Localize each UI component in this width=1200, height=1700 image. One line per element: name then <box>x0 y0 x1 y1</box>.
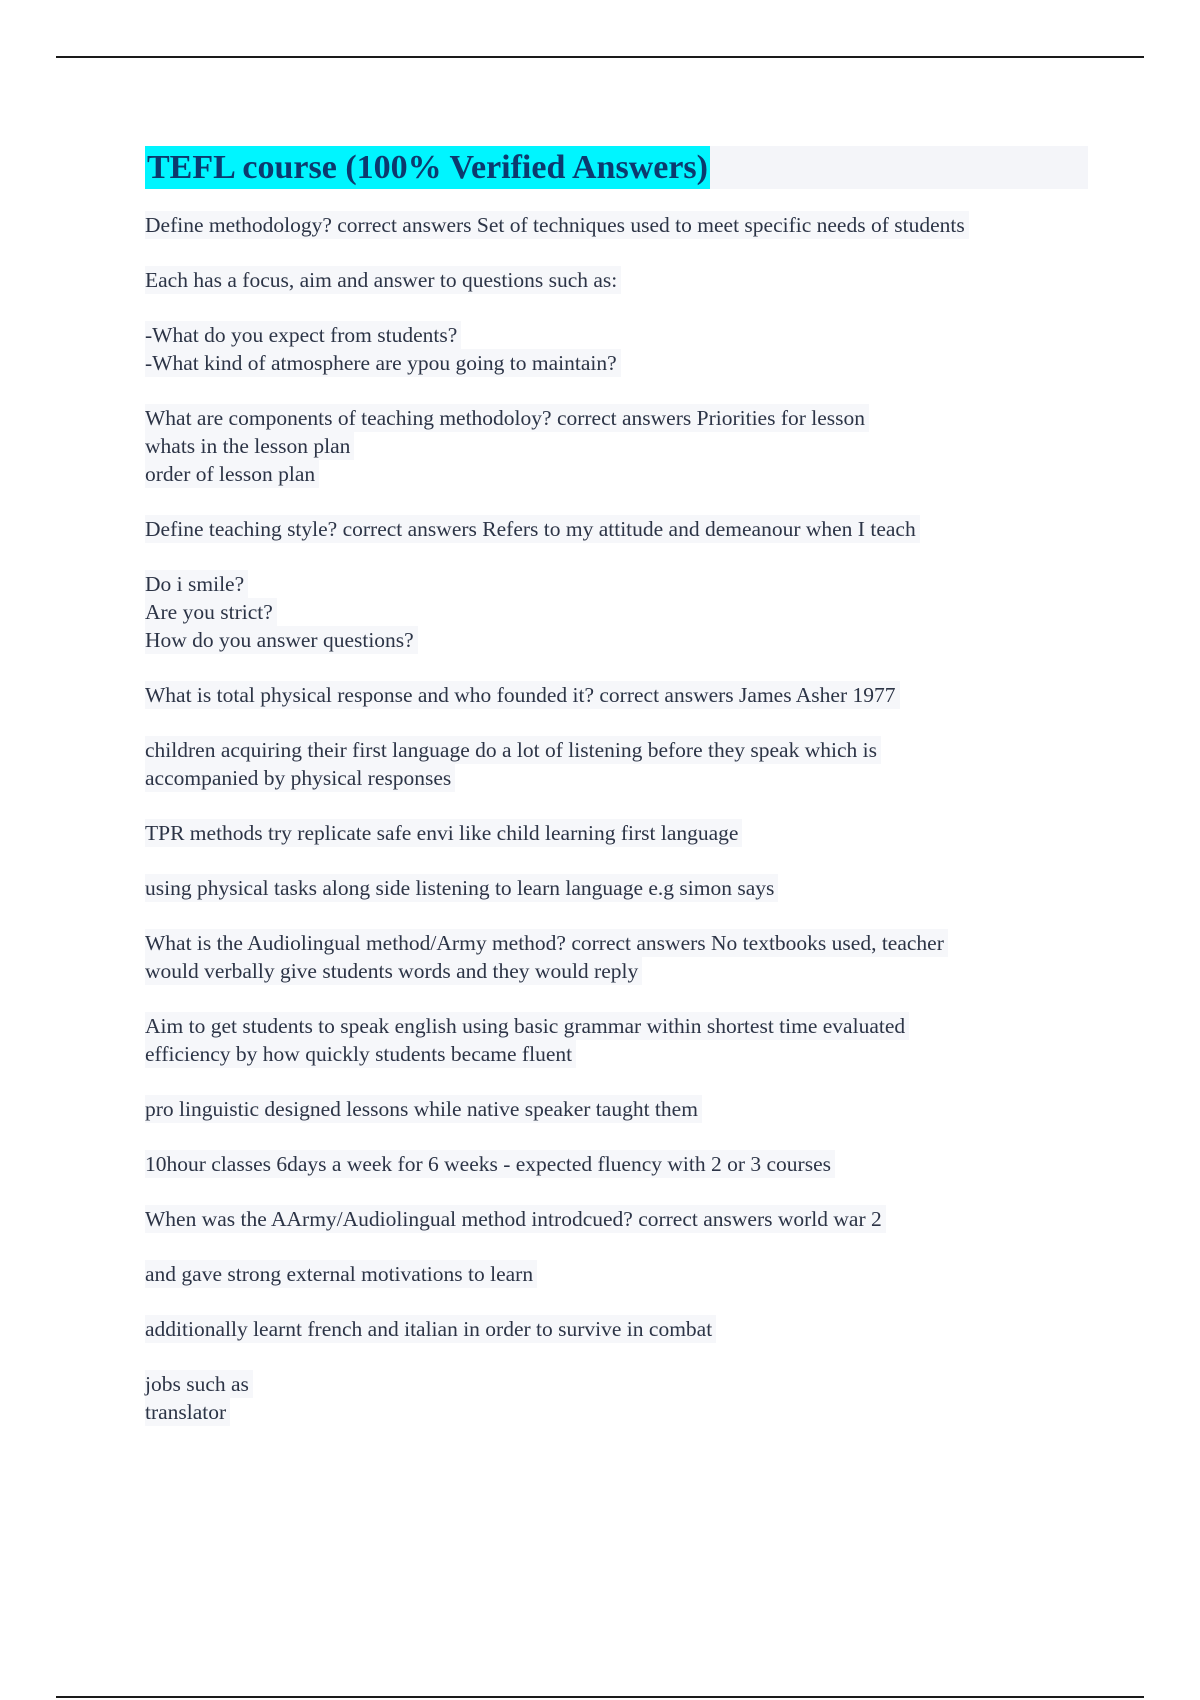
paragraph-line: translator <box>145 1398 230 1426</box>
paragraph <box>145 1012 1090 1068</box>
paragraph-line: Each has a focus, aim and answer to questions such as: <box>145 266 621 294</box>
paragraph-list <box>145 211 1090 1426</box>
paragraph-line: using physical tasks along side listening to learn language e.g simon says <box>145 874 778 902</box>
title-band <box>145 146 1088 189</box>
paragraph <box>145 1260 1090 1288</box>
paragraph <box>145 211 1090 239</box>
paragraph <box>145 321 1090 377</box>
paragraph-line: How do you answer questions? <box>145 626 418 654</box>
paragraph <box>145 1150 1090 1178</box>
paragraph-line: 10hour classes 6days a week for 6 weeks - expected fluency with 2 or 3 courses <box>145 1150 835 1178</box>
paragraph <box>145 570 1090 654</box>
top-rule <box>56 56 1144 58</box>
paragraph-line: -What do you expect from students? <box>145 321 461 349</box>
paragraph-line: -What kind of atmosphere are ypou going to maintain? <box>145 349 621 377</box>
paragraph <box>145 515 1090 543</box>
paragraph-line: Define methodology? correct answers Set of techniques used to meet specific needs of students <box>145 211 969 239</box>
paragraph-line: What is total physical response and who founded it? correct answers James Asher 1977 <box>145 681 900 709</box>
paragraph-line: order of lesson plan <box>145 460 319 488</box>
paragraph-line: Do i smile? <box>145 570 248 598</box>
paragraph <box>145 819 1090 847</box>
paragraph <box>145 1315 1090 1343</box>
paragraph <box>145 1095 1090 1123</box>
paragraph-line: additionally learnt french and italian in order to survive in combat <box>145 1315 716 1343</box>
paragraph-line: What is the Audiolingual method/Army method? correct answers No textbooks used, teacher <box>145 929 948 957</box>
paragraph <box>145 404 1090 488</box>
paragraph <box>145 1370 1090 1426</box>
paragraph-line: children acquiring their first language do a lot of listening before they speak which is <box>145 736 881 764</box>
paragraph-line: Aim to get students to speak english using basic grammar within shortest time evaluated <box>145 1012 909 1040</box>
paragraph <box>145 266 1090 294</box>
paragraph <box>145 929 1090 985</box>
paragraph-line: TPR methods try replicate safe envi like child learning first language <box>145 819 742 847</box>
paragraph-line: would verbally give students words and they would reply <box>145 957 642 985</box>
paragraph-line: What are components of teaching methodoloy? correct answers Priorities for lesson <box>145 404 869 432</box>
bottom-rule <box>56 1696 1144 1698</box>
paragraph-line: jobs such as <box>145 1370 253 1398</box>
paragraph-line: whats in the lesson plan <box>145 432 354 460</box>
paragraph-line: Are you strict? <box>145 598 277 626</box>
document-body <box>145 146 1090 1453</box>
paragraph-line: pro linguistic designed lessons while native speaker taught them <box>145 1095 702 1123</box>
paragraph-line: and gave strong external motivations to learn <box>145 1260 537 1288</box>
paragraph <box>145 1205 1090 1233</box>
paragraph-line: efficiency by how quickly students became fluent <box>145 1040 576 1068</box>
paragraph <box>145 681 1090 709</box>
paragraph-line: accompanied by physical responses <box>145 764 455 792</box>
document-title: TEFL course (100% Verified Answers) <box>145 146 710 189</box>
paragraph <box>145 736 1090 792</box>
paragraph <box>145 874 1090 902</box>
paragraph-line: When was the AArmy/Audiolingual method introdcued? correct answers world war 2 <box>145 1205 886 1233</box>
paragraph-line: Define teaching style? correct answers Refers to my attitude and demeanour when I teach <box>145 515 920 543</box>
